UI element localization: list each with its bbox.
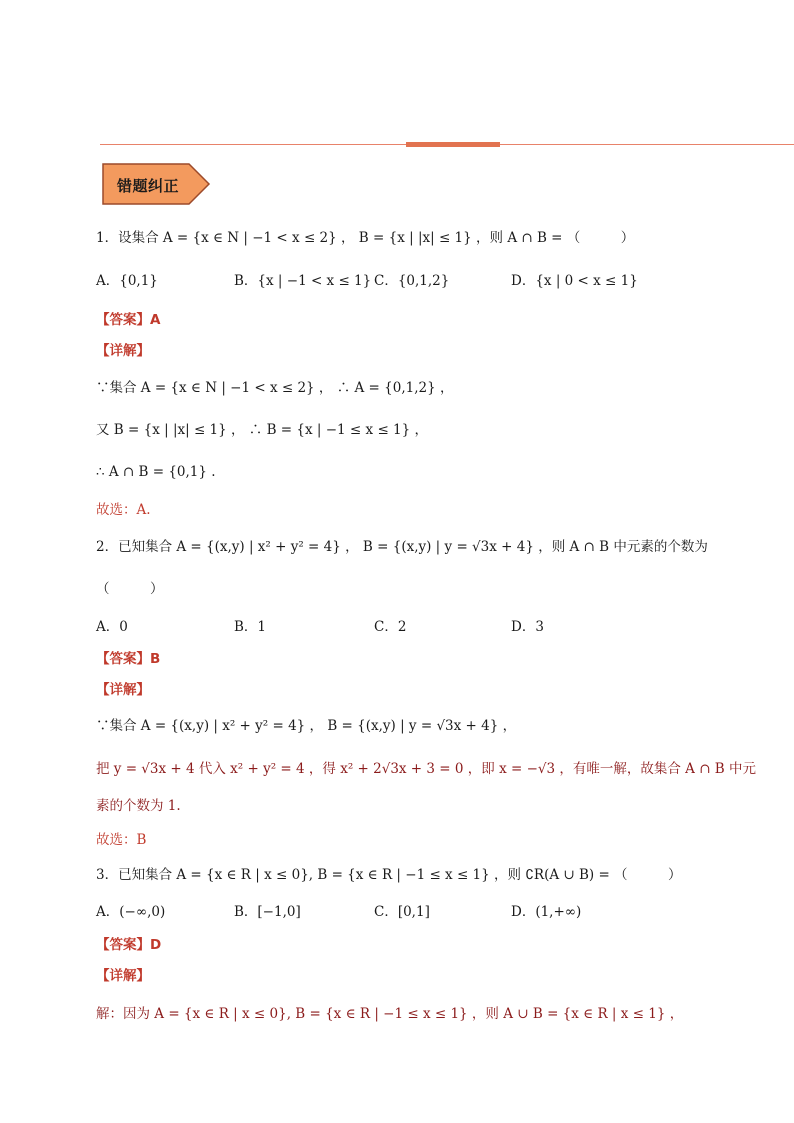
q2-stem: 2．已知集合 A = {(x,y) | x² + y² = 4} ， B = {(x,y) | y = √3x + 4} ，则 A ∩ B 中元素的个数为 <box>96 539 708 555</box>
q3-step-1: 解：因为 A = {x ∈ R | x ≤ 0}, B = {x ∈ R | −1 ≤ x ≤ 1} ，则 A ∪ B = {x ∈ R | x ≤ 1} ， <box>96 1006 684 1022</box>
q1-step-2: 又 B = {x | |x| ≤ 1} ， ∴ B = {x | −1 ≤ x ≤ 1} ， <box>96 422 429 438</box>
q1-option-a: A．{0,1} <box>96 273 158 289</box>
q2-detail-title: 【详解】 <box>96 682 150 698</box>
q3-stem: 3．已知集合 A = {x ∈ R | x ≤ 0}, B = {x ∈ R | −1 ≤ x ≤ 1} ，则 ∁R(A ∪ B) = （ ） <box>96 867 682 883</box>
q1-option-b: B．{x | −1 < x ≤ 1} <box>234 273 372 289</box>
section-banner <box>101 162 211 206</box>
q3-option-c: C．[0,1] <box>374 904 430 920</box>
q1-stem: 1．设集合 A = {x ∈ N | −1 < x ≤ 2} ， B = {x | |x| ≤ 1} ，则 A ∩ B = （ ） <box>96 230 635 246</box>
q1-step-3: ∴ A ∩ B = {0,1} . <box>96 464 216 480</box>
q3-detail-title: 【详解】 <box>96 968 150 984</box>
header-rule-accent <box>406 142 500 147</box>
q1-answer: 【答案】A <box>96 312 161 328</box>
q1-step-1: ∵集合 A = {x ∈ N | −1 < x ≤ 2} ， ∴ A = {0,1,2} ， <box>96 380 454 396</box>
q2-stem-paren: （ ） <box>96 581 164 597</box>
q1-detail-title: 【详解】 <box>96 343 150 359</box>
banner-label: 错题纠正 <box>117 177 180 195</box>
q3-option-d: D．(1,+∞) <box>511 904 582 920</box>
q2-option-b: B．1 <box>234 619 267 635</box>
q3-option-b: B．[−1,0] <box>234 904 301 920</box>
q2-step-2: 把 y = √3x + 4 代入 x² + y² = 4 ，得 x² + 2√3x + 3 = 0 ，即 x = −√3 ，有唯一解，故集合 A ∩ B 中元 <box>96 761 757 777</box>
q1-conclusion: 故选：A. <box>96 502 151 518</box>
q2-option-c: C．2 <box>374 619 407 635</box>
q2-answer: 【答案】B <box>96 651 161 667</box>
q2-step-3: 素的个数为 1. <box>96 798 181 814</box>
q1-option-d: D．{x | 0 < x ≤ 1} <box>511 273 638 289</box>
q1-option-c: C．{0,1,2} <box>374 273 450 289</box>
q2-conclusion: 故选：B <box>96 832 147 848</box>
q2-step-1: ∵集合 A = {(x,y) | x² + y² = 4} ， B = {(x,y) | y = √3x + 4} ， <box>96 718 517 734</box>
q3-option-a: A．(−∞,0) <box>96 904 166 920</box>
q2-option-d: D．3 <box>511 619 544 635</box>
q3-answer: 【答案】D <box>96 937 162 953</box>
q2-option-a: A．0 <box>96 619 128 635</box>
